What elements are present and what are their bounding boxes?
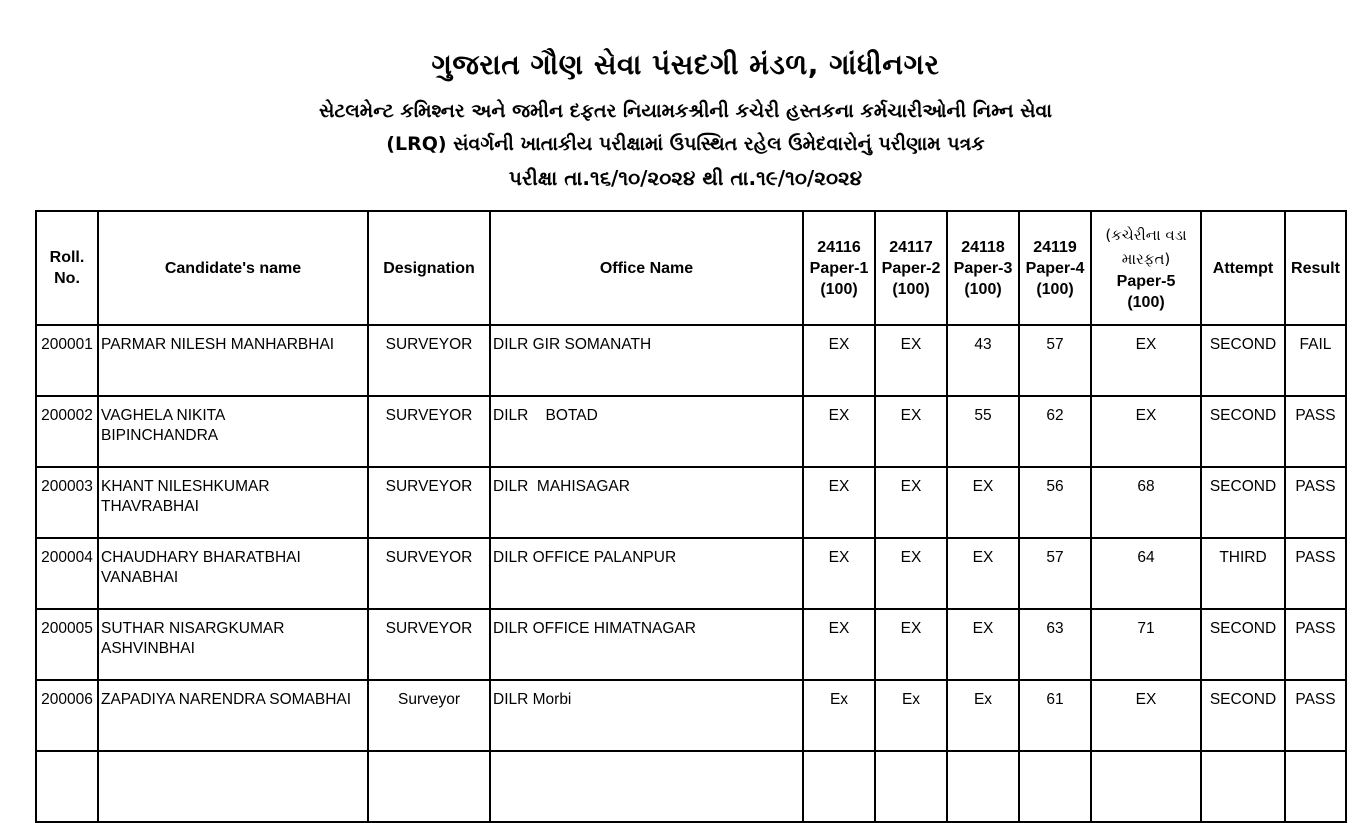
- partial-cell: [490, 751, 803, 822]
- paper-1-score: EX: [803, 325, 875, 396]
- col-paper-5: [1091, 211, 1201, 325]
- attempt: SECOND: [1201, 325, 1285, 396]
- paper-2-score: EX: [875, 609, 947, 680]
- paper-4-score: 57: [1019, 538, 1091, 609]
- paper-2-score: EX: [875, 538, 947, 609]
- partial-cell: [875, 751, 947, 822]
- candidate-name-line2: BIPINCHANDRA: [101, 427, 219, 444]
- attempt: SECOND: [1201, 396, 1285, 467]
- candidate-name-line1: VAGHELA NIKITA: [101, 407, 226, 424]
- col-roll-no: [36, 211, 98, 325]
- paper-3-score: 55: [947, 396, 1019, 467]
- candidate-name: [98, 538, 368, 609]
- paper-3-score: Ex: [947, 680, 1019, 751]
- partial-cell: [803, 751, 875, 822]
- candidate-name: [98, 609, 368, 680]
- paper-1-name: Paper-1: [809, 259, 869, 277]
- designation: SURVEYOR: [368, 325, 490, 396]
- roll-no: 200003: [36, 467, 98, 538]
- col-attempt: Attempt: [1201, 211, 1285, 325]
- paper-5-score: 68: [1091, 467, 1201, 538]
- partial-cell: [36, 751, 98, 822]
- col-no-label: No.: [54, 270, 80, 287]
- paper-5-note-line2: મારફત): [1121, 250, 1171, 268]
- office-name: DILR Morbi: [490, 680, 803, 751]
- office-name: DILR GIR SOMANATH: [490, 325, 803, 396]
- paper-1-score: Ex: [803, 680, 875, 751]
- paper-4-score: 61: [1019, 680, 1091, 751]
- paper-4-score: 57: [1019, 325, 1091, 396]
- exam-subtitle-line2: (LRQ) સંવર્ગની ખાતાકીય પરીક્ષામાં ઉપસ્થિત રહેલ ઉમેદવારોનું પરીણામ પત્રક: [386, 133, 985, 155]
- paper-5-note-line1: (કચેરીના વડા: [1105, 226, 1187, 244]
- paper-4-score: 63: [1019, 609, 1091, 680]
- partial-cell: [98, 751, 368, 822]
- col-paper-1: [803, 211, 875, 325]
- col-designation: Designation: [368, 211, 490, 325]
- paper-5-score: EX: [1091, 680, 1201, 751]
- attempt: SECOND: [1201, 467, 1285, 538]
- result: PASS: [1285, 609, 1346, 680]
- partial-cell: [1019, 751, 1091, 822]
- exam-dates: પરીક્ષા તા.૧૬/૧૦/૨૦૨૪ થી તા.૧૯/૧૦/૨૦૨૪: [508, 166, 863, 190]
- paper-3-score: EX: [947, 538, 1019, 609]
- result: PASS: [1285, 538, 1346, 609]
- col-result: Result: [1285, 211, 1346, 325]
- designation: SURVEYOR: [368, 609, 490, 680]
- designation: SURVEYOR: [368, 467, 490, 538]
- paper-5-score: EX: [1091, 325, 1201, 396]
- candidate-name-line1: CHAUDHARY BHARATBHAI VANABHAI: [101, 549, 301, 586]
- candidate-name: [98, 325, 368, 396]
- partial-cell: [1091, 751, 1201, 822]
- results-table: [35, 210, 1347, 823]
- roll-no: 200006: [36, 680, 98, 751]
- partial-cell: [1201, 751, 1285, 822]
- roll-no: 200002: [36, 396, 98, 467]
- paper-5-name: Paper-5: [1116, 273, 1176, 290]
- paper-4-score: 56: [1019, 467, 1091, 538]
- paper-5-max: (100): [1127, 294, 1165, 311]
- result: FAIL: [1285, 325, 1346, 396]
- office-name: DILR OFFICE HIMATNAGAR: [490, 609, 803, 680]
- exam-subtitle-line1: સેટલમેન્ટ કમિશ્નર અને જમીન દફતર નિયામકશ્રીની કચેરી હસ્તકના કર્મચારીઓની નિમ્ન સેવા: [318, 100, 1053, 122]
- roll-no: 200001: [36, 325, 98, 396]
- col-paper-3: [947, 211, 1019, 325]
- paper-1-max: (100): [820, 280, 858, 298]
- result: PASS: [1285, 680, 1346, 751]
- col-roll-label: Roll.: [49, 249, 85, 266]
- roll-no: 200005: [36, 609, 98, 680]
- col-paper-2: [875, 211, 947, 325]
- paper-2-score: EX: [875, 325, 947, 396]
- col-office-name: Office Name: [490, 211, 803, 325]
- paper-1-code: 24116: [817, 238, 861, 256]
- paper-1-score: EX: [803, 396, 875, 467]
- candidate-name: [98, 467, 368, 538]
- col-candidate-name: Candidate's name: [98, 211, 368, 325]
- attempt: SECOND: [1201, 609, 1285, 680]
- candidate-name-line1: SUTHAR NISARGKUMAR ASHVINBHAI: [101, 620, 285, 657]
- candidate-name: [98, 680, 368, 751]
- attempt: THIRD: [1201, 538, 1285, 609]
- paper-5-score: EX: [1091, 396, 1201, 467]
- table-row-partial: [36, 751, 1346, 822]
- partial-cell: [1285, 751, 1346, 822]
- paper-2-score: EX: [875, 467, 947, 538]
- office-name: DILR MAHISAGAR: [490, 467, 803, 538]
- paper-1-score: EX: [803, 609, 875, 680]
- candidate-name-line1: KHANT NILESHKUMAR THAVRABHAI: [101, 478, 270, 515]
- office-name: DILR OFFICE PALANPUR: [490, 538, 803, 609]
- paper-3-score: 43: [947, 325, 1019, 396]
- candidate-name-line1: ZAPADIYA NARENDRA SOMABHAI: [101, 691, 352, 708]
- paper-3-name: Paper-3: [953, 259, 1013, 277]
- paper-1-score: EX: [803, 467, 875, 538]
- col-paper-4: [1019, 211, 1091, 325]
- paper-2-max: (100): [892, 280, 930, 298]
- paper-3-score: EX: [947, 467, 1019, 538]
- paper-3-score: EX: [947, 609, 1019, 680]
- paper-1-score: EX: [803, 538, 875, 609]
- table-row: [36, 467, 1346, 538]
- attempt: SECOND: [1201, 680, 1285, 751]
- office-name: DILR BOTAD: [490, 396, 803, 467]
- paper-4-score: 62: [1019, 396, 1091, 467]
- designation: Surveyor: [368, 680, 490, 751]
- paper-3-max: (100): [964, 280, 1002, 298]
- designation: SURVEYOR: [368, 396, 490, 467]
- paper-2-code: 24117: [889, 238, 933, 256]
- result: PASS: [1285, 467, 1346, 538]
- paper-2-score: Ex: [875, 680, 947, 751]
- table-row: [36, 538, 1346, 609]
- header-row: [36, 211, 1346, 325]
- paper-2-name: Paper-2: [881, 259, 941, 277]
- table-row: [36, 396, 1346, 467]
- paper-5-score: 64: [1091, 538, 1201, 609]
- paper-4-code: 24119: [1033, 238, 1077, 256]
- candidate-name-line1: PARMAR NILESH MANHARBHAI: [101, 336, 335, 353]
- paper-4-max: (100): [1036, 280, 1074, 298]
- table-row: [36, 609, 1346, 680]
- table-row: [36, 325, 1346, 396]
- partial-cell: [947, 751, 1019, 822]
- paper-2-score: EX: [875, 396, 947, 467]
- partial-cell: [368, 751, 490, 822]
- roll-no: 200004: [36, 538, 98, 609]
- paper-5-score: 71: [1091, 609, 1201, 680]
- candidate-name: [98, 396, 368, 467]
- table-row: [36, 680, 1346, 751]
- result: PASS: [1285, 396, 1346, 467]
- paper-4-name: Paper-4: [1025, 259, 1085, 277]
- paper-3-code: 24118: [961, 238, 1005, 256]
- designation: SURVEYOR: [368, 538, 490, 609]
- board-title: ગુજરાત ગૌણ સેવા પંસદગી મંડળ, ગાંધીનગર: [431, 48, 940, 81]
